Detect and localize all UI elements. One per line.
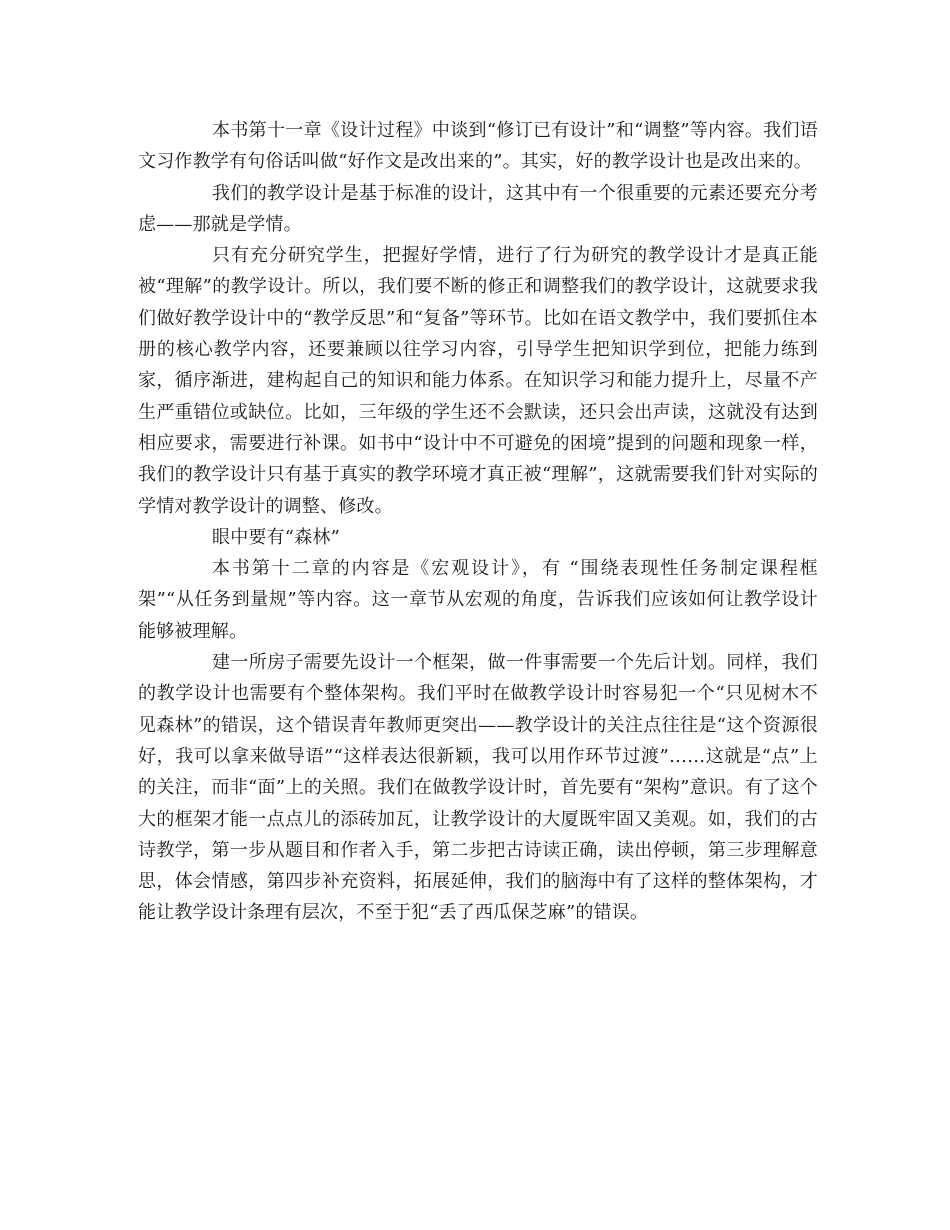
paragraph-macro-design: 本书第十二章的内容是《宏观设计》，有 “围绕表现性任务制定课程框架”“从任务到量规”等内容。这一章节从宏观的角度，告诉我们应该如何让教学设计能够被理解。 [138,558,818,642]
paragraph-learner-situation: 我们的教学设计是基于标准的设计，这其中有一个很重要的元素还要充分考虑——那就是学情。 [138,182,818,235]
paragraph-understanding: 只有充分研究学生，把握好学情，进行了行为研究的教学设计才是真正能被“理解”的教学设计。所以，我们要不断的修正和调整我们的教学设计，这就要求我们做好教学设计中的“教学反思”和“复备”等环节。比如在语文教学中，我们要抓住本册的核心教学内容，还要兼顾以往学习内容，引导学生把知识学到位，把能力练到家，循序渐进，建构起自己的知识和能力体系。在知识学习和能力提升上，尽量不产生严重错位或缺位。比如，三年级的学生还不会默读，还只会出声读，这就没有达到相应要求，需要进行补课。如书中“设计中不可避免的困境”提到的问题和现象一样，我们的教学设计只有基于真实的教学环境才真正被“理解”，这就需要我们针对实际的学情对教学设计的调整、修改。 [138,245,818,517]
paragraph-revision: 本书第十一章《设计过程》中谈到“修订已有设计”和“调整”等内容。我们语文习作教学有句俗话叫做“好作文是改出来的”。其实，好的教学设计也是改出来的。 [138,120,818,173]
paragraph-framework: 建一所房子需要先设计一个框架，做一件事需要一个先后计划。同样，我们的教学设计也需要有个整体架构。我们平时在做教学设计时容易犯一个“只见树木不见森林”的错误，这个错误青年教师更突出——教学设计的关注点往往是“这个资源很好，我可以拿来做导语”“这样表达很新颖，我可以用作环节过渡”……这就是“点”上的关注，而非“面”上的关照。我们在做教学设计时，首先要有“架构”意识。有了这个大的框架才能一点点儿的添砖加瓦，让教学设计的大厦既牢固又美观。如，我们的古诗教学，第一步从题目和作者入手，第二步把古诗读正确，读出停顿，第三步理解意思，体会情感，第四步补充资料，拓展延伸，我们的脑海中有了这样的整体架构，才能让教学设计条理有层次，不至于犯“丢了西瓜保芝麻”的错误。 [138,652,818,924]
document-body [138,115,818,929]
section-heading-forest: 眼中要有“森林” [212,526,341,548]
